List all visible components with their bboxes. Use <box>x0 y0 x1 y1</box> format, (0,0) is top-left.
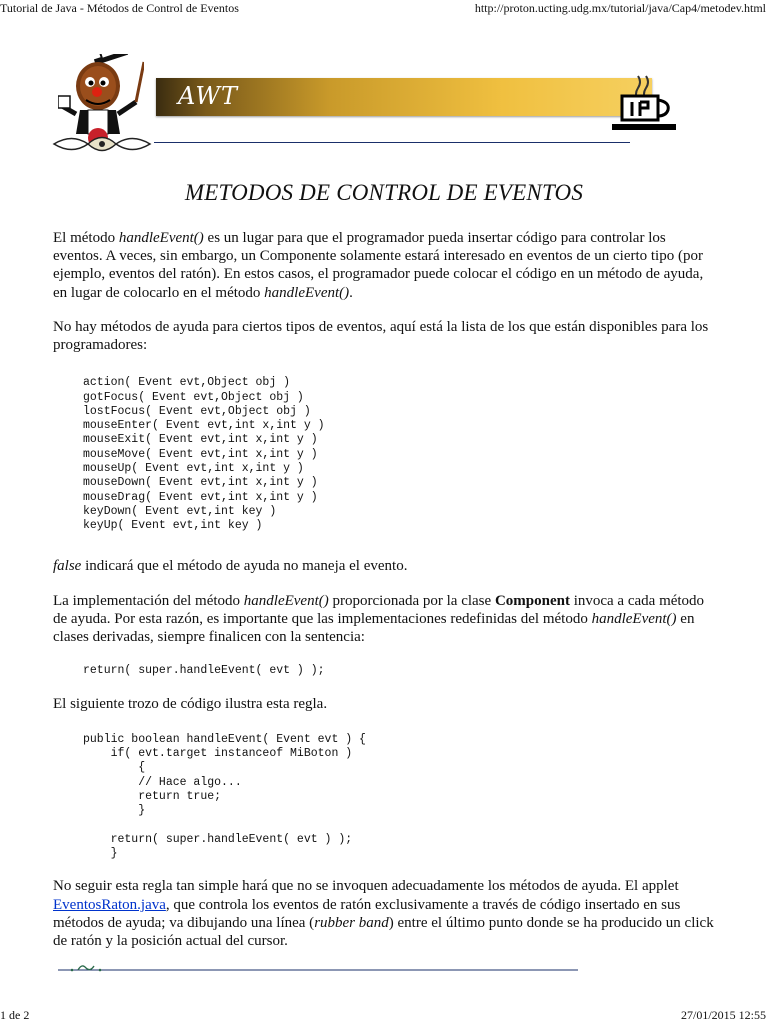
code-line: mouseMove( Event evt,int x,int y ) <box>83 447 318 461</box>
print-header <box>0 0 768 16</box>
banner-rule <box>154 142 630 143</box>
method-name: handleEvent() <box>264 284 350 301</box>
implementation-paragraph: La implementación del método handleEvent() proporcionada por la clase Component invoca a cada método de ayuda. Por esta razón, es importante que las implementaciones redefinidas del método handleEvent() en clases derivadas, siempre finalicen con la sentencia: <box>53 592 705 646</box>
header-url: http://proton.ucting.udg.mx/tutorial/java/Cap4/metodev.html <box>474 1 766 15</box>
handle-event-code <box>83 733 718 862</box>
article-body <box>53 229 718 950</box>
code-line: lostFocus( Event evt,Object obj ) <box>83 404 311 418</box>
closing-paragraph: No seguir esta regla tan simple hará que no se invoquen adecuadamente los métodos de ayuda. El applet EventosRaton.java, que controla los eventos de ratón exclusivamente a través de código insertado en sus métodos de ayuda; va dibujando una línea (rubber band) entre el último punto donde se ha producido un click de ratón y la posición actual del cursor. <box>53 878 714 950</box>
rule-paragraph: El siguiente trozo de código ilustra esta regla. <box>53 695 328 712</box>
return-statement-code: return( super.handleEvent( evt ) ); <box>83 664 325 678</box>
header-title: Tutorial de Java - Métodos de Control de Eventos <box>0 1 239 15</box>
false-paragraph: false indicará que el método de ayuda no maneja el evento. <box>53 558 408 575</box>
code-line: mouseEnter( Event evt,int x,int y ) <box>83 419 325 433</box>
eventos-raton-link[interactable]: EventosRaton.java <box>53 896 166 913</box>
code-line: return( super.handleEvent( evt ) ); <box>83 832 353 846</box>
class-name: Component <box>494 592 570 609</box>
divider-ornament-icon <box>58 960 578 974</box>
code-line: mouseDown( Event evt,int x,int y ) <box>83 476 318 490</box>
helpers-intro-paragraph: No hay métodos de ayuda para ciertos tipos de eventos, aquí está la lista de los que están disponibles para los programadores: <box>53 318 709 354</box>
code-line: if( evt.target instanceof MiBoton ) <box>83 747 353 761</box>
code-line: keyUp( Event evt,int key ) <box>83 519 263 533</box>
print-footer <box>0 1006 768 1024</box>
code-line: { <box>83 761 146 775</box>
code-line: keyDown( Event evt,int key ) <box>83 504 277 518</box>
method-name: handleEvent() <box>591 610 677 627</box>
coffee-cup-icon <box>612 74 676 134</box>
false-keyword: false <box>53 558 82 575</box>
code-line: } <box>83 804 146 818</box>
code-line: } <box>83 847 118 861</box>
awt-title-bar <box>156 78 652 116</box>
awt-banner <box>50 50 680 155</box>
code-line: mouseUp( Event evt,int x,int y ) <box>83 462 304 475</box>
code-line: mouseExit( Event evt,int x,int y ) <box>83 433 318 447</box>
code-line: return true; <box>83 789 222 803</box>
code-line: // Hace algo... <box>83 775 242 789</box>
code-line: public boolean handleEvent( Event evt ) { <box>83 732 366 746</box>
scroll-ornament-icon <box>52 133 152 155</box>
page-title: METODOS DE CONTROL DE EVENTOS <box>184 180 584 205</box>
intro-paragraph: El método handleEvent() es un lugar para que el programador pueda insertar código para controlar los eventos. A veces, sin embargo, un Componente solamente estará interesado en eventos de un cierto tipo (por ejemplo, eventos del ratón). En estos casos, el programador puede colocar el código en un método de ayuda, en lugar de colocarlo en el método handleEvent(). <box>53 230 704 301</box>
print-datetime: 27/01/2015 12:55 <box>680 1008 766 1022</box>
page-number: 1 de 2 <box>0 1008 30 1022</box>
rubber-band-term: rubber band <box>314 914 389 931</box>
awt-label: AWT <box>178 82 239 110</box>
helper-methods-code <box>83 376 718 533</box>
code-line: gotFocus( Event evt,Object obj ) <box>83 390 304 404</box>
method-name: handleEvent() <box>118 230 204 246</box>
method-name: handleEvent() <box>243 592 329 609</box>
code-line: action( Event evt,Object obj ) <box>83 376 291 390</box>
code-line <box>83 819 718 833</box>
code-line: mouseDrag( Event evt,int x,int y ) <box>83 490 318 504</box>
